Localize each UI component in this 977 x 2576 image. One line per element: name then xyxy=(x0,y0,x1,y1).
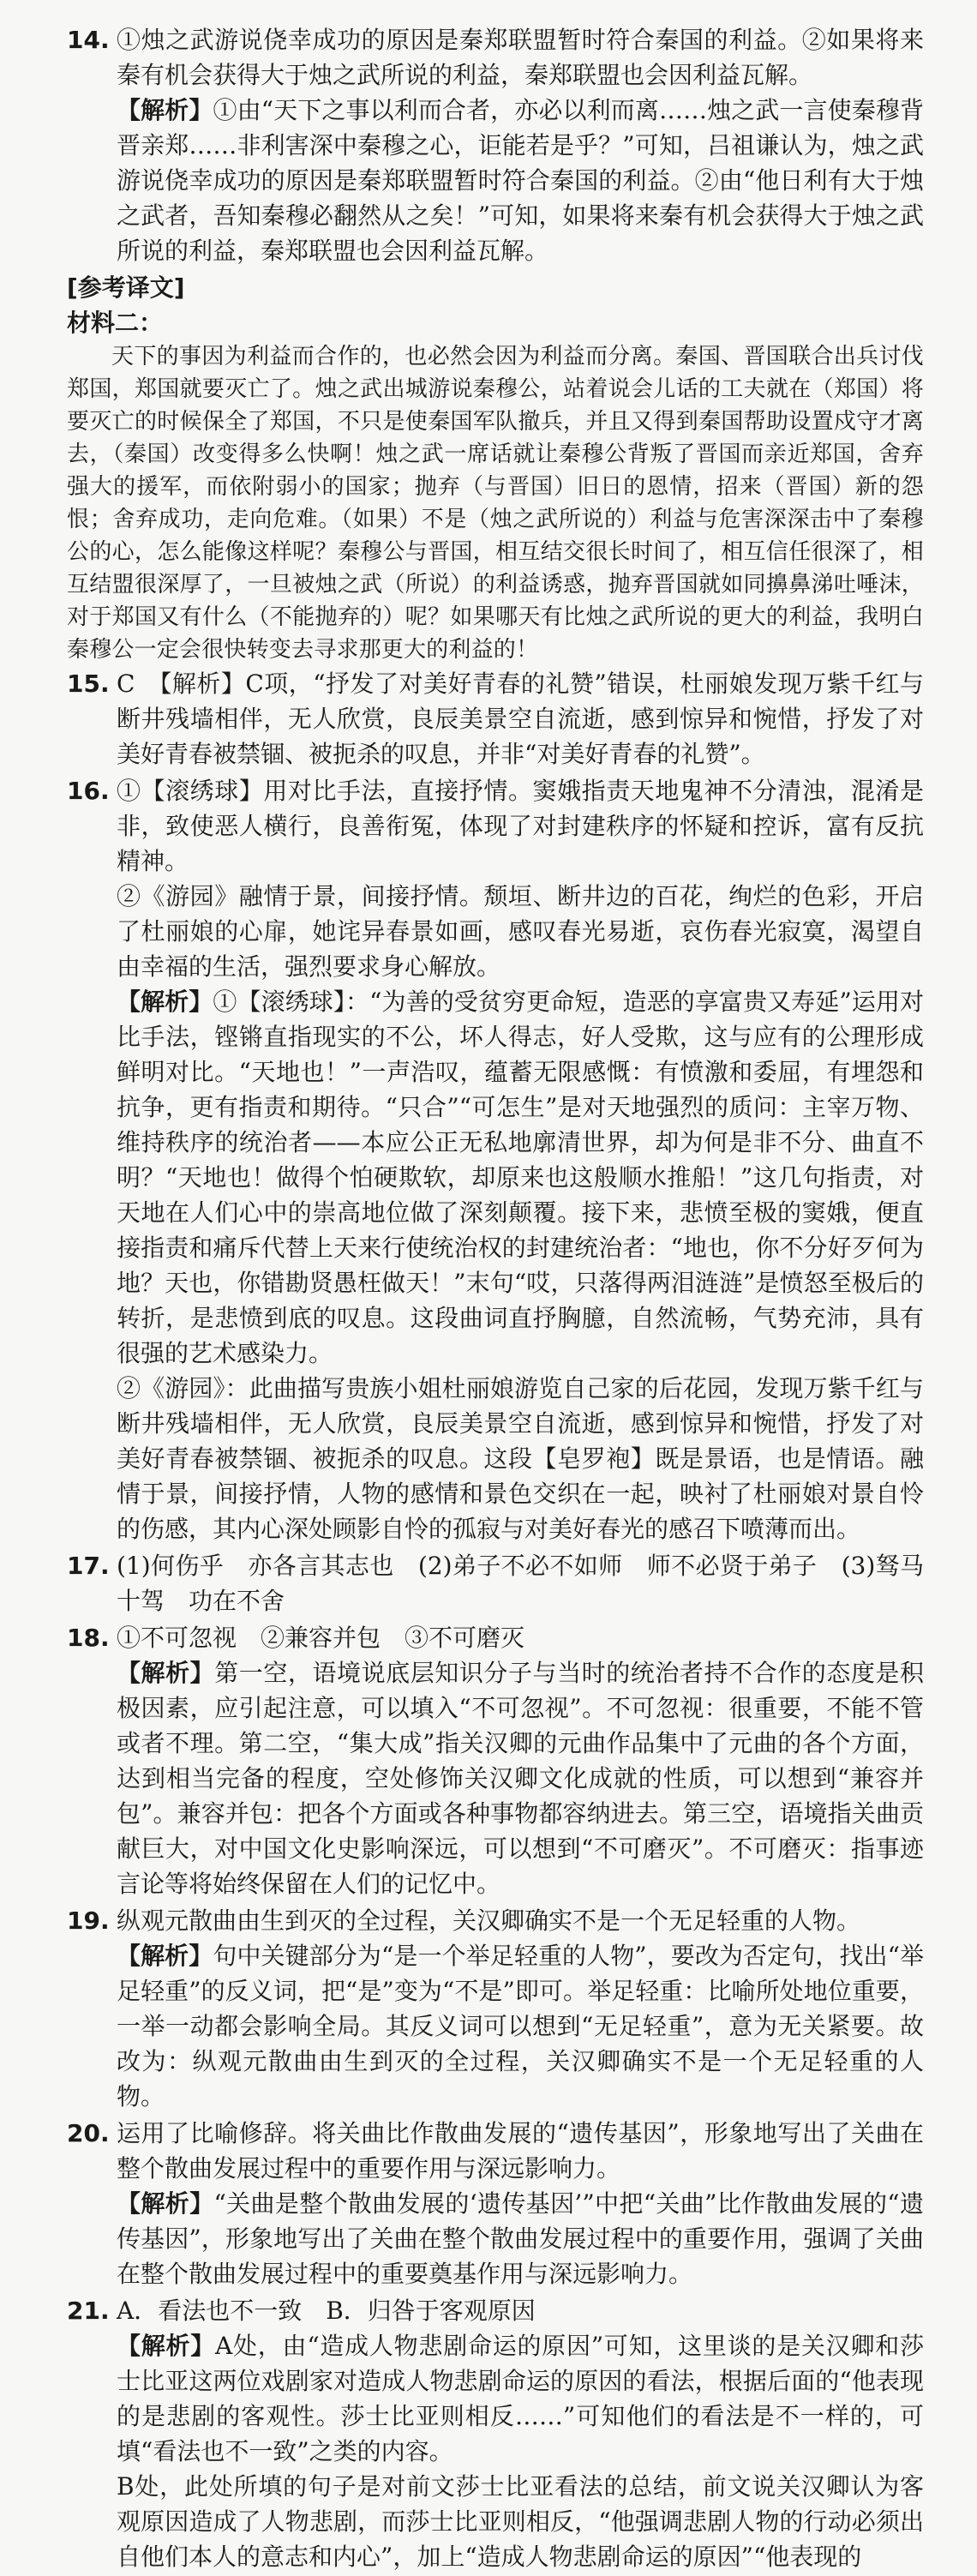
question-number: 15. xyxy=(67,670,110,698)
answer-text: A．看法也不一致 B．归咎于客观原因 xyxy=(117,2297,536,2325)
answer-text: ①不可忽视 ②兼容并包 ③不可磨灭 xyxy=(117,1624,525,1652)
analysis-tag: 【解析】 xyxy=(117,2332,216,2360)
answer-item-21 xyxy=(67,2293,924,2574)
question-number: 21. xyxy=(67,2297,110,2325)
answer-text: 运用了比喻修辞。将关曲比作散曲发展的“遗传基因”，形象地写出了关曲在整个散曲发展过程中的重要作用与深远影响力。 xyxy=(117,2119,924,2183)
answer-item-14 xyxy=(67,22,924,268)
analysis-tag: 【解析】 xyxy=(117,96,213,124)
analysis-body: “关曲是整个散曲发展的‘遗传基因’”中把“关曲”比作散曲发展的“遗传基因”，形象地写出了关曲在整个散曲发展过程中的重要作用，强调了关曲在整个散曲发展过程中的重要奠基作用与深远影响力。 xyxy=(117,2189,924,2288)
analysis-text xyxy=(117,1655,924,1901)
analysis-text: ②《游园》：此曲描写贵族小姐杜丽娘游览自己家的后花园，发现万紫千红与断井残墙相伴，无人欣赏，良辰美景空自流逝，感到惊异和惋惜，抒发了对美好青春被禁锢、被扼杀的叹息。这段【皂罗袍】既是景语，也是情语。融情于景，间接抒情，人物的感情和景色交织在一起，映衬了杜丽娘对景自怜的伤感，其内心深处顾影自怜的孤寂与对美好春光的感召下喷薄而出。 xyxy=(117,1374,924,1543)
analysis-text xyxy=(117,2186,924,2291)
analysis-body: A处，由“造成人物悲剧命运的原因”可知，这里谈的是关汉卿和莎士比亚这两位戏剧家对造成人物悲剧命运的原因的看法，根据后面的“他表现的是悲剧的客观性。莎士比亚则相反……”可知他们的看法是不一样的，可填“看法也不一致”之类的内容。 xyxy=(117,2332,924,2465)
analysis-body: ①由“天下之事以利而合者，亦必以利而离……烛之武一言使秦穆背晋亲郑……非利害深中秦穆之心，讵能若是乎？”可知，吕祖谦认为，烛之武游说侥幸成功的原因是秦郑联盟暂时符合秦国的利益。②由“他日利有大于烛之武者，吾知秦穆必翻然从之矣！”可知，如果将来秦有机会获得大于烛之武所说的利益，秦郑联盟也会因利益瓦解。 xyxy=(117,96,924,265)
answer-item-16 xyxy=(67,773,924,1546)
translation-text: 天下的事因为利益而合作的，也必然会因为利益而分离。秦国、晋国联合出兵讨伐郑国，郑国就要灭亡了。烛之武出城游说秦穆公，站着说会儿话的工夫就在（郑国）将要灭亡的时候保全了郑国，不只是使秦国军队撤兵，并且又得到秦国帮助设置戍守才离去，（秦国）改变得多么快啊！烛之武一席话就让秦穆公背叛了晋国而亲近郑国，舍弃强大的援军，而依附弱小的国家；抛弃（与晋国）旧日的恩情，招来（晋国）新的怨恨；舍弃成功，走向危难。（如果）不是（烛之武所说的）利益与危害深深击中了秦穆公的心，怎么能像这样呢？秦穆公与晋国，相互结交很长时间了，相互信任很深了，相互结盟很深厚了，一旦被烛之武（所说）的利益诱惑，抛弃晋国就如同擤鼻涕吐唾沫，对于郑国又有什么（不能抛弃的）呢？如果哪天有比烛之武所说的更大的利益，我明白秦穆公一定会很快转变去寻求那更大的利益的！ xyxy=(67,344,924,663)
analysis-tag: 【解析】 xyxy=(117,988,213,1016)
analysis-text xyxy=(117,93,924,268)
analysis-tag: 【解析】 xyxy=(117,1942,213,1970)
answer-item-19 xyxy=(67,1903,924,2114)
analysis-body: 第一空，语境说底层知识分子与当时的统治者持不合作的态度是积极因素，应引起注意，可以填入“不可忽视”。不可忽视：很重要，不能不管或者不理。第二空，“集大成”指关汉卿的元曲作品集中了元曲的各个方面，达到相当完备的程度，空处修饰关汉卿文化成就的性质，可以想到“兼容并包”。兼容并包：把各个方面或各种事物都容纳进去。第三空，语境指关曲贡献巨大，对中国文化史影响深远，可以想到“不可磨灭”。不可磨灭：指事迹言论等将始终保留在人们的记忆中。 xyxy=(117,1659,924,1898)
question-number: 17. xyxy=(67,1552,110,1580)
answer-item-15 xyxy=(67,666,924,772)
translation-heading: [参考译文] xyxy=(67,273,185,302)
analysis-text xyxy=(117,1938,924,2114)
question-number: 19. xyxy=(67,1906,110,1935)
answer-text: ②《游园》融情于景，间接抒情。颓垣、断井边的百花，绚烂的色彩，开启了杜丽娘的心扉，她诧异春景如画，感叹春光易逝，哀伤春光寂寞，渴望自由幸福的生活，强烈要求身心解放。 xyxy=(117,882,924,981)
answer-text: 纵观元散曲由生到灭的全过程，关汉卿确实不是一个无足轻重的人物。 xyxy=(117,1906,861,1935)
answer-item-20 xyxy=(67,2116,924,2291)
page-content xyxy=(67,22,924,2576)
analysis-text: B处，此处所填的句子是对前文莎士比亚看法的总结，前文说关汉卿认为客观原因造成了人物悲剧，而莎士比亚则相反，“他强调悲剧人物的行动必须出自他们本人的意志和内心”，加上“造成人物悲剧命运的原因”“他表现的 xyxy=(117,2472,924,2571)
answer-item-17 xyxy=(67,1548,924,1618)
analysis-tag: 【解析】 xyxy=(117,1659,215,1687)
translation-subheading: 材料二： xyxy=(67,309,164,337)
answer-text: (1)何伤乎 亦各言其志也 (2)弟子不必不如师 师不必贤于弟子 (3)驽马十驾 功在不舍 xyxy=(117,1552,924,1615)
question-number: 16. xyxy=(67,777,110,805)
translation-block xyxy=(67,270,924,666)
answer-text: C 【解析】C项，“抒发了对美好青春的礼赞”错误，杜丽娘发现万紫千红与断井残墙相伴，无人欣赏，良辰美景空自流逝，感到惊异和惋惜，抒发了对美好青春被禁锢、被扼杀的叹息，并非“对美好青春的礼赞”。 xyxy=(117,670,924,768)
analysis-tag: 【解析】 xyxy=(117,2189,214,2218)
analysis-body: 句中关键部分为“是一个举足轻重的人物”，要改为否定句，找出“举足轻重”的反义词，把“是”变为“不是”即可。举足轻重：比喻所处地位重要，一举一动都会影响全局。其反义词可以想到“无足轻重”，意为无关紧要。故改为：纵观元散曲由生到灭的全过程，关汉卿确实不是一个无足轻重的人物。 xyxy=(117,1942,924,2111)
analysis-body: ①【滚绣球】：“为善的受贫穷更命短，造恶的享富贵又寿延”运用对比手法，铿锵直指现实的不公，坏人得志，好人受欺，这与应有的公理形成鲜明对比。“天地也！”一声浩叹，蕴蓄无限感慨：有愤激和委屈，有埋怨和抗争，更有指责和期待。“只合”“可怎生”是对天地强烈的质问：主宰万物、维持秩序的统治者——本应公正无私地廓清世界，却为何是非不分、曲直不明？“天地也！做得个怕硬欺软，却原来也这般顺水推船！”这几句指责，对天地在人们心中的崇高地位做了深刻颠覆。接下来，悲愤至极的窦娥，便直接指责和痛斥代替上天来行使统治权的封建统治者：“地也，你不分好歹何为地？天也，你错勘贤愚枉做天！”末句“哎，只落得两泪涟涟”是愤怒至极后的转折，是悲愤到底的叹息。这段曲词直抒胸臆，自然流畅，气势充沛，具有很强的艺术感染力。 xyxy=(117,988,924,1367)
answer-text: ①【滚绣球】用对比手法，直接抒情。窦娥指责天地鬼神不分清浊，混淆是非，致使恶人横行，良善衔冤，体现了对封建秩序的怀疑和控诉，富有反抗精神。 xyxy=(117,777,924,875)
question-number: 18. xyxy=(67,1624,110,1652)
question-number: 14. xyxy=(67,26,110,54)
analysis-text xyxy=(117,984,924,1371)
question-number: 20. xyxy=(67,2119,110,2147)
analysis-text xyxy=(117,2328,924,2469)
answer-item-18 xyxy=(67,1620,924,1901)
answer-text: ①烛之武游说侥幸成功的原因是秦郑联盟暂时符合秦国的利益。②如果将来秦有机会获得大于烛之武所说的利益，秦郑联盟也会因利益瓦解。 xyxy=(117,26,924,89)
